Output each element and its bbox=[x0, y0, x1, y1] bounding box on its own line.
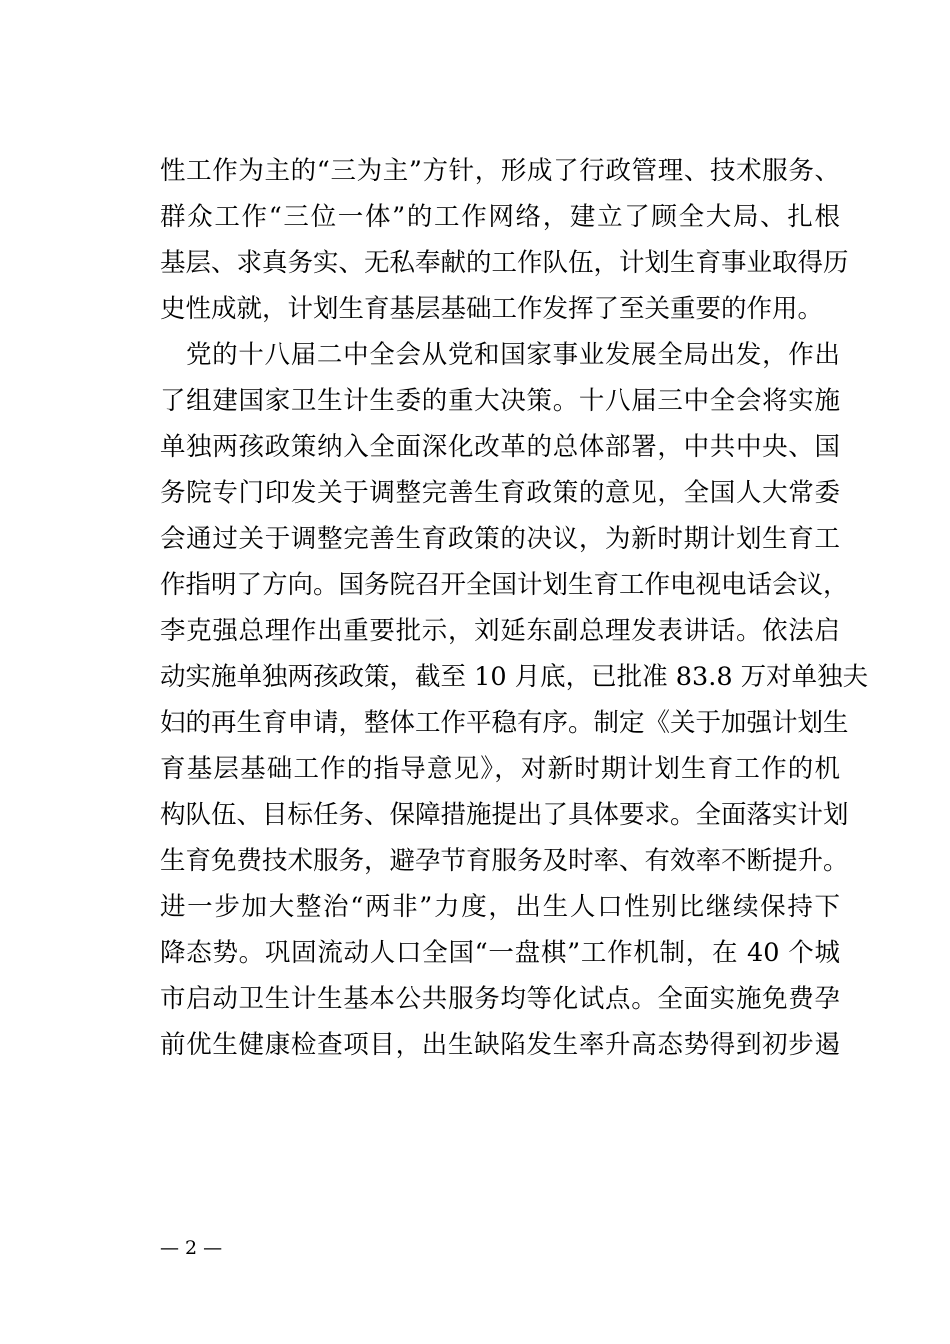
text-line: 单独两孩政策纳入全面深化改革的总体部署，中共中央、国 bbox=[160, 432, 840, 462]
text-line: 基层、求真务实、无私奉献的工作队伍，计划生育事业取得历 bbox=[160, 248, 849, 278]
text-line: 动实施单独两孩政策，截至 10 月底，已批准 83.8 万对单独夫 bbox=[160, 662, 869, 692]
text-line: 育基层基础工作的指导意见》，对新时期计划生育工作的机 bbox=[160, 754, 840, 784]
text-line: 构队伍、目标任务、保障措施提出了具体要求。全面落实计划 bbox=[160, 800, 849, 830]
text-line: 了组建国家卫生计生委的重大决策。十八届三中全会将实施 bbox=[160, 386, 840, 416]
text-line: 务院专门印发关于调整完善生育政策的意见，全国人大常委 bbox=[160, 478, 840, 508]
text-line: 会通过关于调整完善生育政策的决议，为新时期计划生育工 bbox=[160, 524, 840, 554]
text-line: 群众工作“三位一体”的工作网络，建立了顾全大局、扎根 bbox=[160, 202, 840, 232]
text-line: 前优生健康检查项目，出生缺陷发生率升高态势得到初步遏 bbox=[160, 1030, 840, 1060]
text-line: 作指明了方向。国务院召开全国计划生育工作电视电话会议， bbox=[160, 570, 849, 600]
text-line: 市启动卫生计生基本公共服务均等化试点。全面实施免费孕 bbox=[160, 984, 840, 1014]
page-number: — 2 — bbox=[160, 1237, 223, 1259]
body-text bbox=[160, 148, 869, 1068]
text-line: 生育免费技术服务，避孕节育服务及时率、有效率不断提升。 bbox=[160, 846, 849, 876]
text-line: 妇的再生育申请，整体工作平稳有序。制定《关于加强计划生 bbox=[160, 708, 849, 738]
text-line: 进一步加大整治“两非”力度，出生人口性别比继续保持下 bbox=[160, 892, 840, 922]
text-line: 降态势。巩固流动人口全国“一盘棋”工作机制，在 40 个城 bbox=[160, 938, 840, 968]
text-line: 李克强总理作出重要批示，刘延东副总理发表讲话。依法启 bbox=[160, 616, 840, 646]
text-line: 党的十八届二中全会从党和国家事业发展全局出发，作出 bbox=[186, 340, 840, 370]
text-line: 性工作为主的“三为主”方针，形成了行政管理、技术服务、 bbox=[160, 156, 840, 186]
text-line: 史性成就，计划生育基层基础工作发挥了至关重要的作用。 bbox=[160, 294, 824, 324]
